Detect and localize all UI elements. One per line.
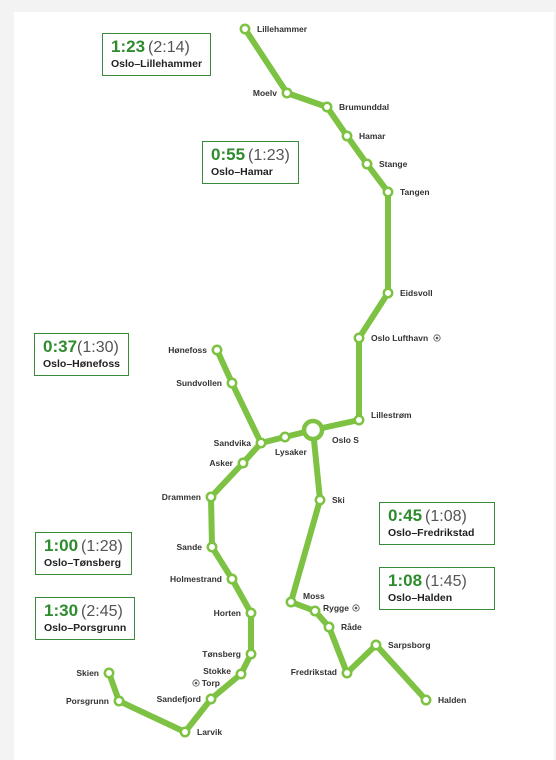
fast-time: 1:23 bbox=[111, 37, 146, 56]
station-dot-sandvika bbox=[257, 439, 265, 447]
rail-map bbox=[14, 12, 554, 760]
station-dot-stokke bbox=[237, 670, 245, 678]
station-dot-stange bbox=[363, 160, 371, 168]
station-dot-asker bbox=[239, 459, 247, 467]
station-dot-fredrikstad bbox=[343, 669, 351, 677]
travel-time-box-fredrikstad bbox=[379, 502, 495, 545]
station-label-horten: Horten bbox=[213, 608, 241, 618]
station-label-eidsvoll: Eidsvoll bbox=[400, 288, 433, 298]
route-label: Oslo–Halden bbox=[388, 592, 453, 604]
station-dot-rygge bbox=[311, 607, 319, 615]
station-label-skien: Skien bbox=[76, 668, 99, 678]
airport-icon bbox=[434, 335, 440, 341]
route-label: Oslo–Lillehammer bbox=[111, 58, 203, 70]
station-label-tonsberg: Tønsberg bbox=[202, 649, 241, 659]
airport-icon bbox=[353, 605, 359, 611]
slow-time: (1:30) bbox=[77, 339, 119, 356]
station-label-brumunddal: Brumunddal bbox=[339, 102, 390, 112]
station-label-torp: Torp bbox=[201, 678, 220, 688]
route-label: Oslo–Porsgrunn bbox=[44, 622, 127, 634]
route-label: Oslo–Hønefoss bbox=[43, 358, 121, 370]
station-label-larvik: Larvik bbox=[197, 727, 223, 737]
travel-time-box-tonsberg bbox=[35, 532, 132, 575]
station-dot-eidsvoll bbox=[384, 289, 392, 297]
fast-time: 0:55 bbox=[211, 145, 246, 164]
station-dot-moss bbox=[287, 598, 295, 606]
slow-time: (1:08) bbox=[425, 508, 467, 525]
station-label-stange: Stange bbox=[379, 159, 408, 169]
station-dot-sande bbox=[208, 543, 216, 551]
slow-time: (1:23) bbox=[248, 147, 290, 164]
station-dot-skien bbox=[105, 669, 113, 677]
station-label-sandefjord: Sandefjord bbox=[156, 694, 201, 704]
slow-time: (2:45) bbox=[81, 603, 123, 620]
station-label-halden: Halden bbox=[438, 695, 467, 705]
fast-time: 0:37 bbox=[43, 337, 78, 356]
station-label-sandvika: Sandvika bbox=[213, 438, 251, 448]
station-dot-oslo-lufthavn bbox=[355, 334, 363, 342]
slow-time: (1:45) bbox=[425, 573, 467, 590]
station-label-sundvollen: Sundvollen bbox=[176, 378, 222, 388]
travel-time-box-hamar bbox=[202, 141, 299, 184]
station-dot-brumunddal bbox=[323, 103, 331, 111]
station-label-sarpsborg: Sarpsborg bbox=[388, 640, 431, 650]
station-hub-oslo-s bbox=[304, 421, 322, 439]
station-label-rade: Råde bbox=[341, 622, 362, 632]
route-label: Oslo–Hamar bbox=[211, 166, 273, 178]
station-dot-larvik bbox=[181, 728, 189, 736]
fast-time: 1:08 bbox=[388, 571, 423, 590]
station-label-asker: Asker bbox=[209, 458, 233, 468]
station-dot-horten bbox=[247, 609, 255, 617]
station-label-moelv: Moelv bbox=[252, 88, 277, 98]
station-label-sande: Sande bbox=[176, 542, 202, 552]
station-dot-hamar bbox=[343, 132, 351, 140]
station-dot-lysaker bbox=[281, 433, 289, 441]
station-label-porsgrunn: Porsgrunn bbox=[66, 696, 109, 706]
station-dot-holmestrand bbox=[228, 575, 236, 583]
east-line bbox=[291, 430, 426, 700]
station-label-lysaker: Lysaker bbox=[275, 447, 307, 457]
station-dot-sandefjord bbox=[207, 695, 215, 703]
station-label-rygge: Rygge bbox=[323, 603, 349, 613]
station-dot-sundvollen bbox=[228, 379, 236, 387]
station-label-stokke: Stokke bbox=[203, 666, 231, 676]
slow-time: (2:14) bbox=[148, 39, 190, 56]
station-dot-porsgrunn bbox=[115, 697, 123, 705]
station-dot-tonsberg bbox=[247, 650, 255, 658]
station-label-moss: Moss bbox=[303, 591, 325, 601]
station-dot-honefoss bbox=[213, 346, 221, 354]
station-label-hamar: Hamar bbox=[359, 131, 386, 141]
station-dot-lillestrom bbox=[355, 416, 363, 424]
station-label-holmestrand: Holmestrand bbox=[170, 574, 222, 584]
station-dot-tangen bbox=[384, 188, 392, 196]
station-label-honefoss: Hønefoss bbox=[168, 345, 207, 355]
travel-time-box-halden bbox=[379, 567, 495, 610]
airport-icon bbox=[193, 680, 199, 686]
route-label: Oslo–Tønsberg bbox=[44, 557, 122, 569]
travel-time-box-porsgrunn bbox=[35, 597, 135, 640]
station-label-tangen: Tangen bbox=[400, 187, 430, 197]
station-label-ski: Ski bbox=[332, 495, 345, 505]
fast-time: 1:30 bbox=[44, 601, 79, 620]
station-dot-rade bbox=[325, 623, 333, 631]
station-label-oslo-s: Oslo S bbox=[332, 435, 359, 445]
map-panel bbox=[14, 12, 554, 760]
station-label-oslo-lufthavn: Oslo Lufthavn bbox=[371, 333, 429, 343]
station-dot-sarpsborg bbox=[372, 641, 380, 649]
route-label: Oslo–Fredrikstad bbox=[388, 527, 475, 539]
fast-time: 0:45 bbox=[388, 506, 423, 525]
station-label-drammen: Drammen bbox=[161, 492, 201, 502]
station-dot-drammen bbox=[207, 493, 215, 501]
station-dot-halden bbox=[422, 696, 430, 704]
honefoss-line bbox=[217, 350, 261, 443]
station-dot-ski bbox=[316, 496, 324, 504]
station-label-lillestrom: Lillestrøm bbox=[371, 410, 412, 420]
station-label-fredrikstad: Fredrikstad bbox=[290, 667, 337, 677]
travel-time-box-honefoss bbox=[34, 333, 129, 376]
travel-time-box-lillehammer bbox=[102, 33, 211, 76]
station-label-lillehammer: Lillehammer bbox=[257, 24, 308, 34]
station-dot-lillehammer bbox=[241, 25, 249, 33]
station-dot-moelv bbox=[283, 89, 291, 97]
slow-time: (1:28) bbox=[81, 538, 123, 555]
fast-time: 1:00 bbox=[44, 536, 79, 555]
